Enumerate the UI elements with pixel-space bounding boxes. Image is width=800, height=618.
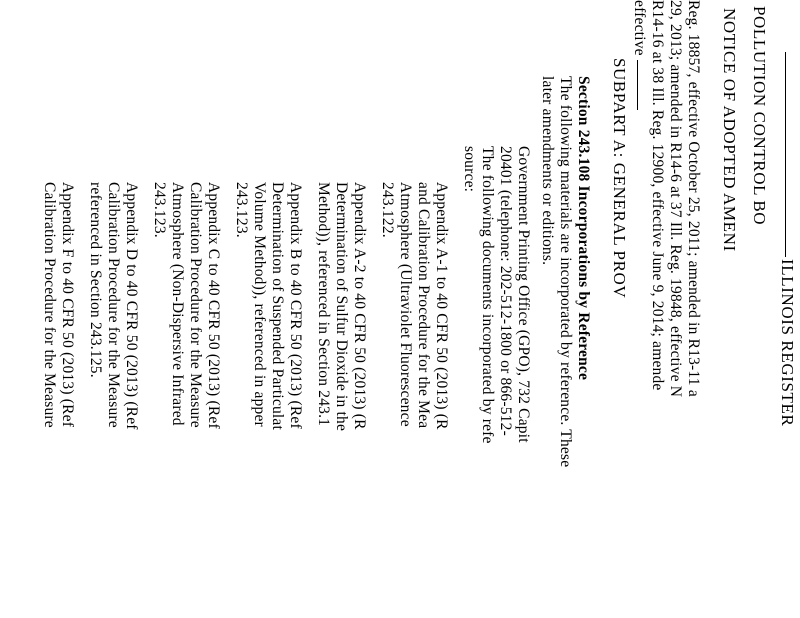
history-line-1: Reg. 18857, effective October 25, 2011; amended in R13-11 a — [685, 0, 702, 397]
appendix-a2-line-3: Method)), referenced in Section 243.1 — [315, 182, 332, 427]
appendix-d-line-3: referenced in Section 243.125. — [87, 182, 104, 378]
intro-line-1: The following materials are incorporated by reference. These — [557, 76, 574, 468]
history-line-3: R14-16 at 38 Ill. Reg. 12900, effective June 9, 2014; amende — [649, 0, 666, 391]
appendix-a1-line-4: 243.122. — [379, 182, 396, 238]
gpo-line-1: Government Printing Office (GPO), 732 Capit — [515, 146, 532, 443]
appendix-d-line-2: Calibration Procedure for the Measure — [105, 182, 122, 428]
gpo-line-2: 20401 (telephone: 202-512-1800 or 866-512- — [497, 146, 514, 436]
appendix-c-line-2: Calibration Procedure for the Measure — [187, 182, 204, 428]
appendix-b-line-2: Determination of Suspended Particulat — [269, 182, 286, 431]
appendix-c-line-4: 243.123. — [151, 182, 168, 238]
appendix-a2-line-2: Determination of Sulfur Dioxide in the — [333, 182, 350, 432]
appendix-a2-line-1: Appendix A-2 to 40 CFR 50 (2013) (R — [351, 182, 368, 430]
appendix-f-line-2: Calibration Procedure for the Measure — [41, 182, 58, 428]
appendix-a1-line-2: and Calibration Procedure for the Mea — [415, 182, 432, 429]
appendix-a1-line-1: Appendix A-1 to 40 CFR 50 (2013) (R — [433, 182, 450, 430]
intro-line-2: later amendments or editions. — [539, 76, 556, 266]
register-header — [777, 52, 796, 426]
section-heading: Section 243.108 Incorporations by Reference — [575, 76, 592, 381]
header-rule — [785, 52, 786, 257]
appendix-f-line-1: Appendix F to 40 CFR 50 (2013) (Ref — [59, 182, 76, 428]
board-title: POLLUTION CONTROL BO — [750, 6, 769, 226]
appendix-d-line-1: Appendix D to 40 CFR 50 (2013) (Ref — [123, 182, 140, 430]
effective-blank — [637, 60, 638, 110]
appendix-c-line-1: Appendix C to 40 CFR 50 (2013) (Ref — [205, 182, 222, 429]
appendix-b-line-1: Appendix B to 40 CFR 50 (2013) (Ref — [287, 182, 304, 429]
subpart-heading: SUBPART A: GENERAL PROV — [610, 58, 629, 299]
notice-title: NOTICE OF ADOPTED AMENI — [720, 8, 739, 252]
appendix-a1-line-3: Atmosphere (Ultraviolet Fluorescence — [397, 182, 414, 427]
appendix-b-line-3: Volume Method)), referenced in apper — [251, 182, 268, 427]
history-line-2: 29, 2013; amended in R14-6 at 37 Ill. Reg. 19848, effective N — [667, 0, 684, 398]
effective-label: effective — [631, 0, 648, 56]
appendix-b-line-4: 243.123. — [233, 182, 250, 238]
register-title: ILLINOIS REGISTER — [778, 259, 797, 427]
gpo-line-4: source: — [461, 146, 478, 193]
effective-line — [630, 0, 648, 110]
gpo-line-3: The following documents incorporated by refe — [479, 146, 496, 444]
appendix-c-line-3: Atmosphere (Non-Dispersive Infrared — [169, 182, 186, 426]
